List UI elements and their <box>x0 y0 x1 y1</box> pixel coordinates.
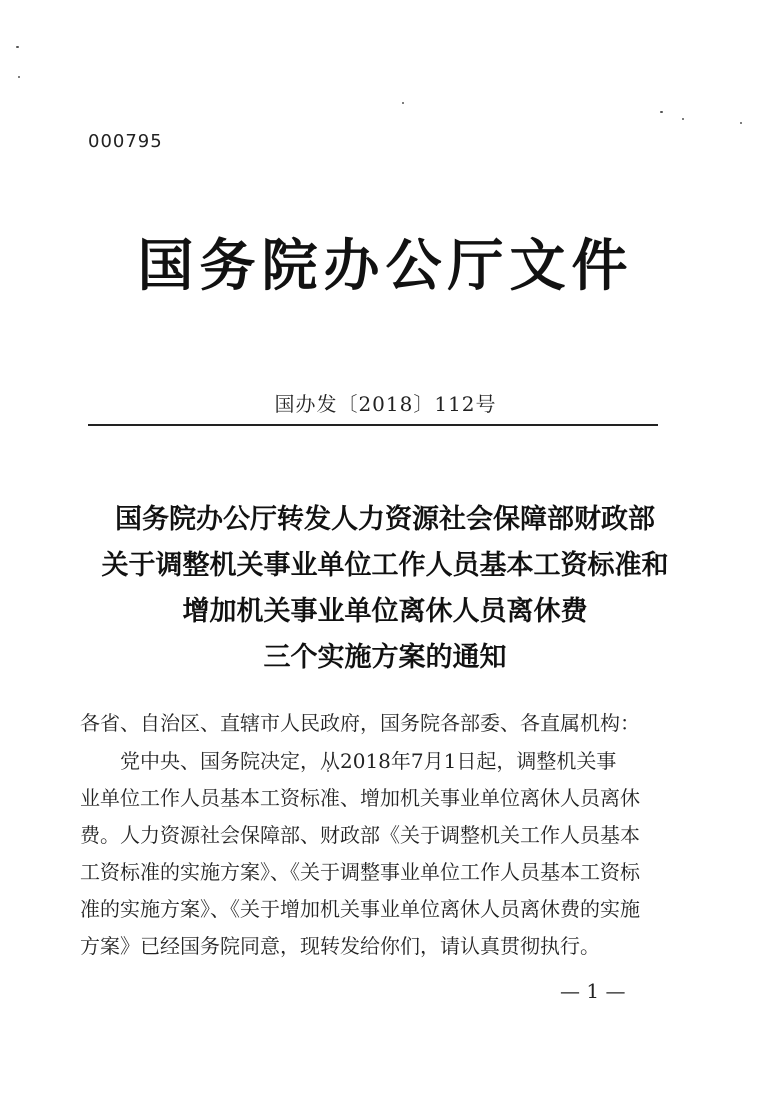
scan-speck <box>402 102 404 104</box>
scan-speck <box>740 122 742 124</box>
scan-speck <box>18 76 20 78</box>
body-line: 业单位工作人员基本工资标准、增加机关事业单位离休人员离休 <box>80 786 640 810</box>
page-number: — 1 — <box>560 979 626 1003</box>
body-line: 准的实施方案》、《关于增加机关事业单位离休人员离休费的实施 <box>80 897 640 921</box>
notice-title-line: 三个实施方案的通知 <box>263 642 507 673</box>
header-divider <box>88 424 658 426</box>
scan-speck <box>682 118 684 120</box>
body-paragraph <box>80 743 665 965</box>
addressee-line: 各省、自治区、直辖市人民政府，国务院各部委、各直属机构： <box>80 711 640 735</box>
notice-title-line: 国务院办公厅转发人力资源社会保障部财政部 <box>115 504 655 535</box>
notice-title <box>60 497 710 681</box>
document-header-title: 国务院办公厅文件 <box>137 233 634 299</box>
scan-speck <box>660 111 663 113</box>
notice-title-line: 增加机关事业单位离休人员离休费 <box>182 596 588 627</box>
body-line: 工资标准的实施方案》、《关于调整事业单位工作人员基本工资标 <box>80 860 640 884</box>
body-line: 费。人力资源社会保障部、财政部《关于调整机关工作人员基本 <box>80 823 640 847</box>
body-line: 方案》已经国务院同意，现转发给你们，请认真贯彻执行。 <box>80 934 600 958</box>
scan-speck <box>16 46 19 48</box>
document-serial-number: 000795 <box>88 131 163 152</box>
document-issue-number: 国办发〔2018〕112号 <box>274 392 497 416</box>
body-line: 党中央、国务院决定，从2018年7月1日起，调整机关事 <box>80 749 617 773</box>
notice-title-line: 关于调整机关事业单位工作人员基本工资标准和 <box>101 550 669 581</box>
